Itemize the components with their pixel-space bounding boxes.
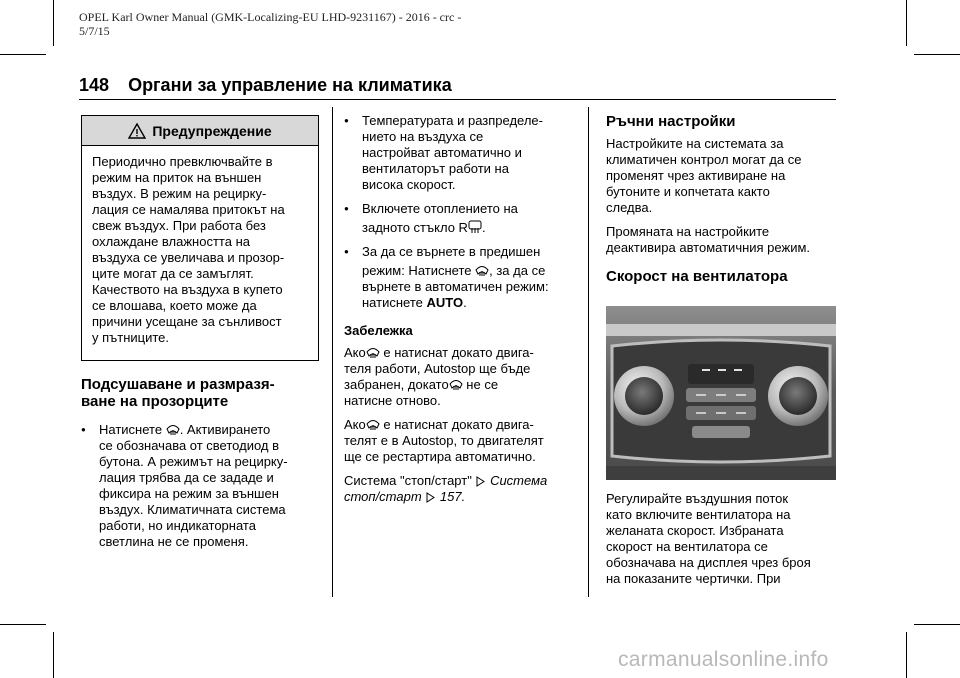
crop-mark (906, 0, 907, 46)
text-run: натисне отново. (344, 393, 441, 408)
warning-icon (128, 123, 146, 139)
text-run: забранен, докато (344, 377, 449, 392)
text-line: ● Включете отоплението на (362, 201, 518, 216)
section-heading-defog (81, 376, 321, 410)
reference-arrow-icon (425, 492, 436, 503)
front-defrost-icon (366, 346, 380, 359)
warning-box (81, 115, 319, 361)
right-column (606, 113, 841, 285)
text-run: обозначава на дисплея чрез броя (606, 555, 811, 570)
list-item (344, 244, 580, 311)
text-line (362, 263, 580, 279)
watermark: carmanualsonline.info (618, 648, 829, 671)
title-rule (79, 99, 836, 100)
warning-line: Качеството на въздуха в купето (92, 282, 283, 297)
text-run: . (461, 489, 466, 504)
heading-line: Подсушаване и размразя‐ (81, 376, 275, 393)
warning-line: ците могат да се замъглят. (92, 266, 254, 281)
crop-mark (914, 54, 960, 55)
text-run: Система (490, 473, 548, 488)
text-run: Система "стоп/старт" (344, 473, 476, 488)
text-run: телят е в Autostop, то двигателят (344, 433, 544, 448)
document-meta (79, 10, 499, 38)
text-line: бутона. А режимът на рецирку‐ (99, 454, 288, 469)
text-line: ● Температурата и разпределе‐ (362, 113, 543, 128)
reference-arrow-icon (475, 476, 486, 487)
text-run: не се (462, 377, 499, 392)
warning-line: въздух. В режим на рецирку‐ (92, 186, 267, 201)
warning-line: Периодично превключвайте в (92, 154, 273, 169)
meta-line: OPEL Karl Owner Manual (GMK-Localizing-EU LHD-9231167) - 2016 - crc - (79, 10, 462, 24)
text-run: натиснете (362, 295, 427, 310)
text-run: желаната скорост. Избраната (606, 523, 784, 538)
warning-text (82, 146, 318, 354)
warning-line: лация се намалява притокът на (92, 202, 285, 217)
text-line: вентилаторът работи на (362, 161, 509, 176)
list-item (81, 422, 321, 550)
text-run: деактивира автоматичния режим. (606, 240, 811, 255)
text-run: е натиснат докато двига‐ (379, 417, 534, 432)
text-line: въздух. Климатичната система (99, 502, 286, 517)
text-run: . Активирането (179, 422, 271, 437)
climate-control-panel-photo (606, 306, 836, 480)
right-column-lower (606, 491, 841, 587)
text-line: висока скорост. (362, 177, 456, 192)
text-run: климатичен контрол могат да се (606, 152, 802, 167)
text-line: нието на въздуха се (362, 129, 484, 144)
column-divider (332, 107, 333, 597)
text-run: . (463, 295, 467, 310)
front-defrost-icon (475, 264, 489, 277)
warning-title: Предупреждение (152, 122, 272, 139)
text-line: фиксира на режим за външен (99, 486, 279, 501)
text-line: лация трябва да се зададе и (99, 470, 274, 485)
text-run: Регулирайте въздушния поток (606, 491, 789, 506)
text-run: Настройките на системата за (606, 136, 784, 151)
auto-label: AUTO (426, 295, 464, 310)
warning-line: въздуха се увеличава и прозор‐ (92, 250, 285, 265)
left-column (81, 376, 321, 558)
text-line: работи, но индикаторната (99, 518, 256, 533)
chapter-title: Органи за управление на климатика (128, 75, 452, 95)
page-reference: 157 (439, 489, 462, 504)
column-divider (588, 107, 589, 597)
text-line (99, 422, 321, 438)
crop-mark (53, 0, 54, 46)
text-run: теля работи, Autostop ще бъде (344, 361, 531, 376)
crop-mark (53, 632, 54, 678)
crop-mark (906, 632, 907, 678)
front-defrost-icon (166, 423, 180, 436)
text-run: Натиснете (99, 422, 163, 437)
warning-line: свеж въздух. При работа без (92, 218, 266, 233)
warning-line: се влошава, което може да (92, 298, 257, 313)
crop-mark (0, 54, 46, 55)
rear-defrost-icon (468, 220, 482, 234)
front-defrost-icon (366, 418, 380, 431)
text-line (362, 220, 580, 236)
crop-mark (0, 624, 46, 625)
section-heading-fan-speed: Скорост на вентилатора (606, 268, 788, 285)
text-line: настройват автоматично и (362, 145, 522, 160)
text-run: стоп/старт (344, 489, 422, 504)
warning-line: причини усещане за сънливост (92, 314, 282, 329)
text-run: ще се рестартира автоматично. (344, 449, 536, 464)
text-line: се обозначава от светодиод в (99, 438, 280, 453)
text-run: Промяната на настройките (606, 224, 770, 239)
warning-line: у пътниците. (92, 330, 170, 345)
text-run: режим: Натиснете (362, 263, 472, 278)
paragraph (606, 136, 841, 216)
text-run: на показаните чертички. При (606, 571, 781, 586)
text-run: е натиснат докато двига‐ (379, 345, 534, 360)
heading-line: ване на прозорците (81, 393, 229, 410)
front-defrost-icon (449, 378, 463, 391)
list-item (344, 201, 580, 236)
text-line: светлина не се променя. (99, 534, 249, 549)
warning-line: режим на приток на външен (92, 170, 262, 185)
section-heading-manual: Ръчни настройки (606, 113, 736, 130)
warning-line: охлаждане влажността на (92, 234, 250, 249)
paragraph (606, 224, 841, 256)
note-paragraph (344, 345, 580, 409)
text-line: върнете в автоматичен режим: (362, 279, 549, 294)
text-run: Ако (344, 345, 366, 360)
page-number: 148 (79, 75, 110, 95)
text-run: задното стъкло R (362, 220, 468, 235)
meta-line: 5/7/15 (79, 24, 110, 38)
text-run: скорост на вентилатора се (606, 539, 768, 554)
middle-column (344, 113, 580, 513)
text-run: бутоните и копчетата както (606, 184, 770, 199)
text-line: ● За да се върнете в предишен (362, 244, 541, 259)
list-item (344, 113, 580, 193)
text-run: , за да се (489, 263, 546, 278)
text-run: следва. (606, 200, 653, 215)
text-run: Ако (344, 417, 366, 432)
text-run: като включите вентилатора на (606, 507, 791, 522)
note-heading: Забележка (344, 323, 413, 338)
cross-reference[interactable] (344, 473, 580, 505)
warning-header (82, 116, 318, 146)
page-title (79, 75, 452, 96)
note-paragraph (344, 417, 580, 465)
text-run: . (481, 220, 486, 235)
text-line (362, 295, 580, 311)
text-run: променят чрез активиране на (606, 168, 786, 183)
crop-mark (914, 624, 960, 625)
